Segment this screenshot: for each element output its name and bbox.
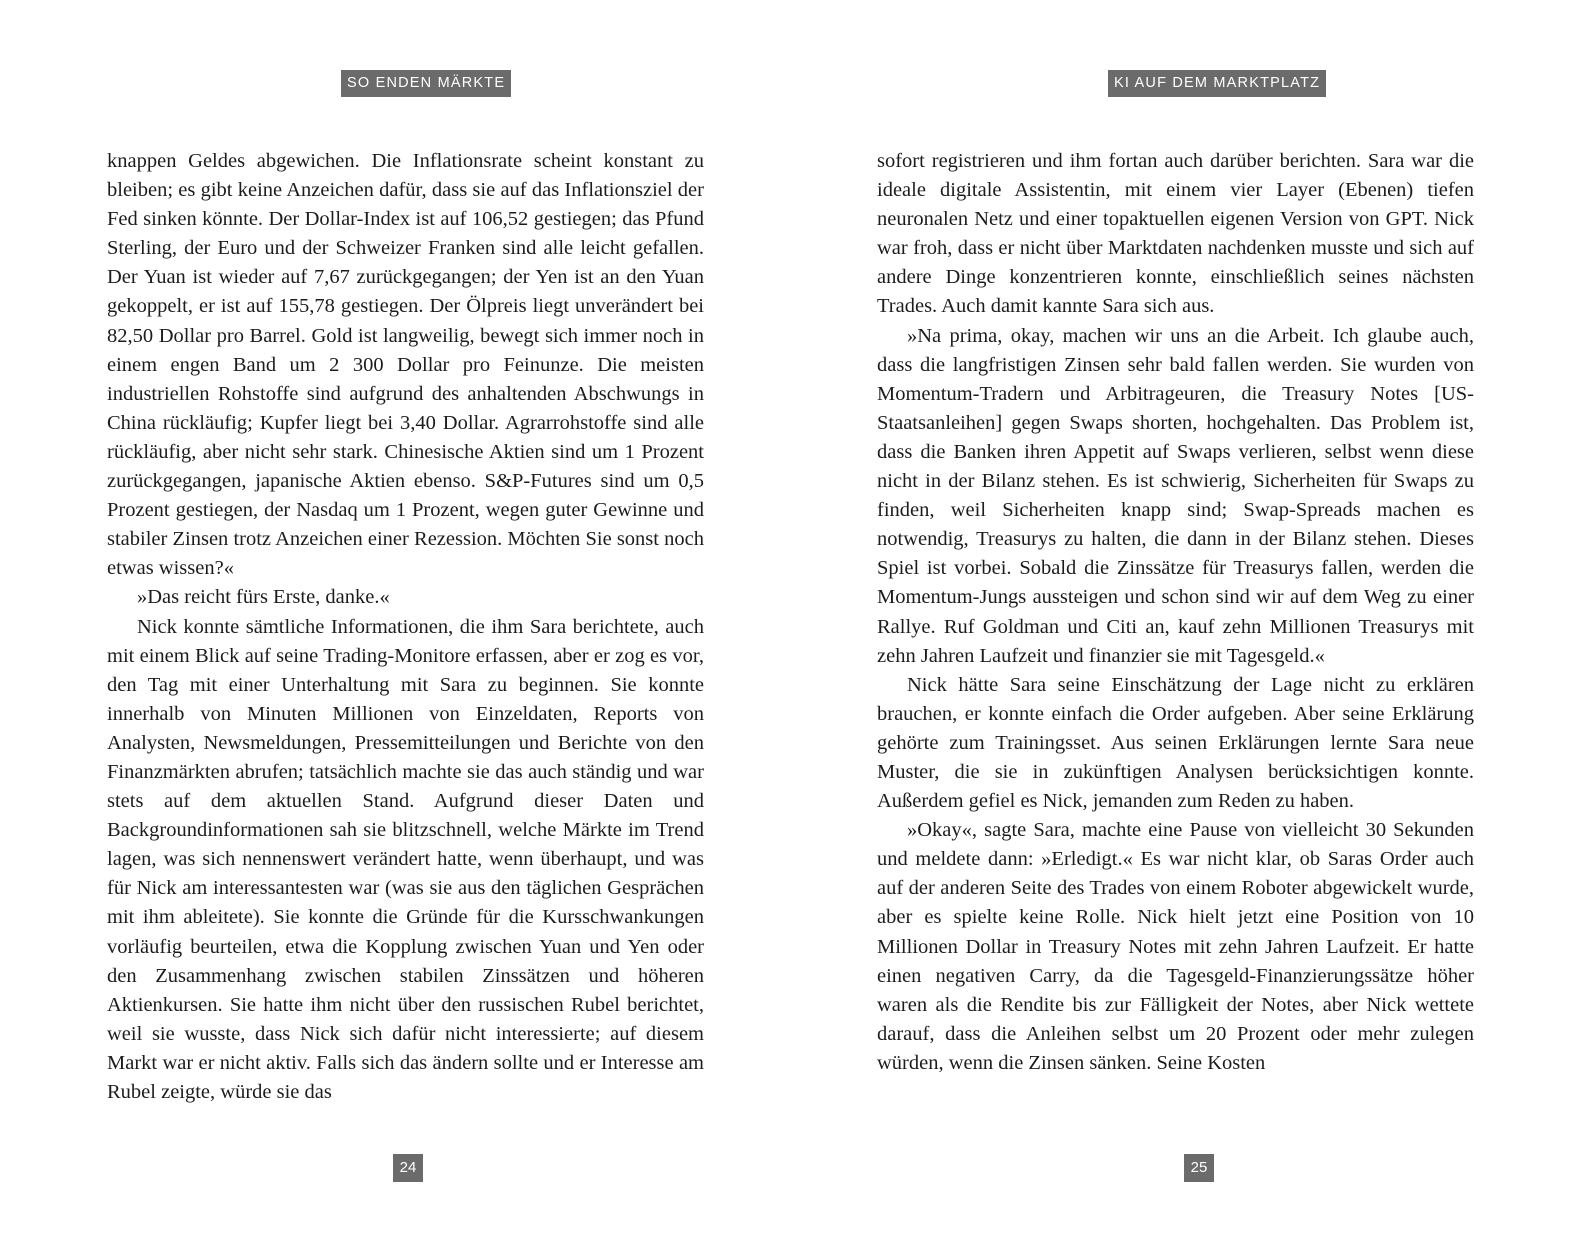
paragraph: »Na prima, okay, machen wir uns an die Arbeit. Ich glaube auch, dass die langfristigen Zinsen sehr bald fallen werden. Sie wurden von Momentum-Tradern und Arbitrageuren, die Treasury Notes [US-Staatsanleihen] gegen Swaps shorten, hochgehalten. Das Problem ist, dass die Banken ihren Appetit auf Swaps verlieren, selbst wenn diese nicht in der Bilanz stehen. Es ist schwierig, Sicherheiten für Swaps zu finden, weil Sicherheiten knapp sind; Swap-Spreads machen es notwendig, Treasurys zu halten, die dann in der Bilanz stehen. Dieses Spiel ist vorbei. Sobald die Zinssätze für Treasurys fallen, werden die Momentum-Jungs aussteigen und schon sind wir auf dem Weg zu einer Rallye. Ruf Goldman und Citi an, kauf zehn Millionen Treasurys mit zehn Jahren Laufzeit und finanzier sie mit Tagesgeld.« bbox=[877, 324, 1474, 667]
page-number-left: 24 bbox=[393, 1154, 423, 1182]
paragraph: »Okay«, sagte Sara, machte eine Pause von vielleicht 30 Sekunden und meldete dann: »Erledigt.« Es war nicht klar, ob Saras Order auch auf der anderen Seite des Trades von einem Roboter abgewickelt wurde, aber es spielte keine Rolle. Nick hielt jetzt eine Position von 10 Millionen Dollar in Treasury Notes mit zehn Jahren Laufzeit. Er hatte einen negativen Carry, da die Tagesgeld-Finanzierungssätze höher waren als die Rendite bis zur Fälligkeit der Notes, aber Nick wettete darauf, dass die Anleihen selbst um 20 Prozent oder mehr zulegen würden, wenn die Zinsen sänken. Seine Kosten bbox=[877, 819, 1474, 1074]
paragraph: Nick hätte Sara seine Einschätzung der Lage nicht zu erklären brauchen, er konnte einfach die Order aufgeben. Aber seine Erklärung gehörte zum Trainingsset. Aus seinen Erklärungen lernte Sara neue Muster, die sie in zukünftigen Analysen berücksichtigen konnte. Außerdem gefiel es Nick, jemanden zum Reden zu haben. bbox=[877, 673, 1474, 813]
paragraph: sofort registrieren und ihm fortan auch darüber berichten. Sara war die ideale digitale Assistentin, mit einem vier Layer (Ebenen) tiefen neuronalen Netz und einer topaktuellen eigenen Version von GPT. Nick war froh, dass er nicht über Marktdaten nachdenken musste und sich auf andere Dinge konzentrieren konnte, einschließlich seines nächsten Trades. Auch damit kannte Sara sich aus. bbox=[877, 150, 1474, 318]
running-head-right: KI AUF DEM MARKTPLATZ bbox=[1108, 70, 1326, 97]
paragraph: Nick konnte sämtliche Informationen, die ihm Sara berichtete, auch mit einem Blick auf seine Trading-Monitore erfassen, aber er zog es vor, den Tag mit einer Unterhaltung mit Sara zu beginnen. Sie konnte innerhalb von Minuten Millionen von Einzeldaten, Reports von Analysten, Newsmeldungen, Pressemitteilungen und Berichte von den Finanzmärkten abrufen; tatsächlich machte sie das auch ständig und war stets auf dem aktuellen Stand. Aufgrund dieser Daten und Backgroundinformationen sah sie blitzschnell, welche Märkte im Trend lagen, was sich nennenswert verändert hatte, wenn überhaupt, und was für Nick am interessantesten war (was sie aus den täglichen Gesprächen mit ihm ableitete). Sie konnte die Gründe für die Kursschwankungen vorläufig beurteilen, etwa die Kopplung zwischen Yuan und Yen oder den Zusammenhang zwischen stabilen Zinssätzen und höheren Aktienkursen. Sie hatte ihm nicht über den russischen Rubel berichtet, weil sie wusste, dass Nick sich dafür nicht interessierte; auf diesem Markt war er nicht aktiv. Falls sich das ändern sollte und er Interesse am Rubel zeigte, würde sie das bbox=[107, 615, 704, 1103]
running-head-left: SO ENDEN MÄRKTE bbox=[341, 70, 511, 97]
right-page bbox=[797, 0, 1594, 1240]
page-number-right: 25 bbox=[1184, 1154, 1214, 1182]
body-text-left bbox=[107, 147, 704, 1107]
body-text-right bbox=[877, 147, 1474, 1078]
paragraph: knappen Geldes abgewichen. Die Inflationsrate scheint konstant zu bleiben; es gibt keine Anzeichen dafür, dass sie auf das Inflationsziel der Fed sinken könnte. Der Dollar-Index ist auf 106,52 gestiegen; das Pfund Sterling, der Euro und der Schweizer Franken sind alle leicht gefallen. Der Yuan ist wieder auf 7,67 zurückgegangen; der Yen ist an den Yuan gekoppelt, er ist auf 155,78 gestiegen. Der Ölpreis liegt unverändert bei 82,50 Dollar pro Barrel. Gold ist langweilig, bewegt sich immer noch in einem engen Band um 2 300 Dollar pro Feinunze. Die meisten industriellen Rohstoffe sind aufgrund des anhaltenden Abschwungs in China rückläufig; Kupfer liegt bei 3,40 Dollar. Agrarrohstoffe sind alle rückläufig, aber nicht sehr stark. Chinesische Aktien sind um 1 Prozent zurückgegangen, japanische Aktien ebenso. S&P-Futures sind um 0,5 Prozent gestiegen, der Nasdaq um 1 Prozent, wegen guter Gewinne und stabiler Zinsen trotz Anzeichen einer Rezession. Möchten Sie sonst noch etwas wissen?« bbox=[107, 150, 704, 580]
paragraph: »Das reicht fürs Erste, danke.« bbox=[137, 586, 390, 609]
